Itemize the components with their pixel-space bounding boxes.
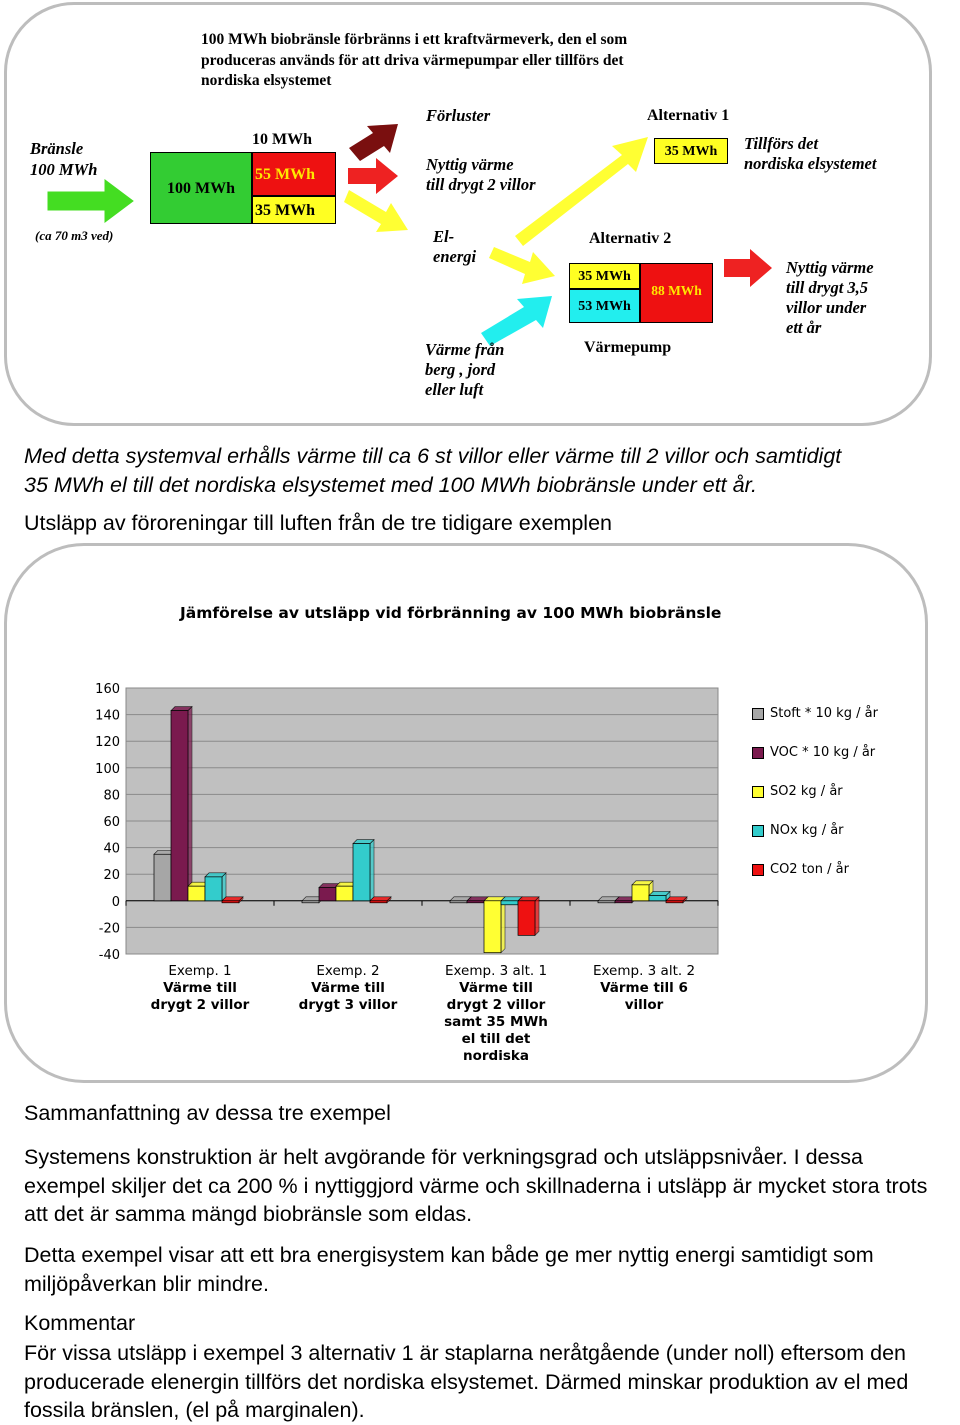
bar: [222, 901, 239, 903]
el-energy-line1: El-: [433, 227, 455, 246]
category-label-line: Värme till: [163, 980, 237, 996]
bar-top: [632, 881, 653, 885]
category-label-line: drygt 2 villor: [150, 997, 250, 1013]
output-line2: till drygt 3,5: [786, 278, 869, 297]
y-tick-label: 140: [95, 708, 120, 724]
comment-heading: Kommentar: [24, 1311, 136, 1335]
emissions-heading: Utsläpp av föroreningar till luften från de tre tidigare exemplen: [24, 511, 612, 535]
bar-side: [370, 840, 374, 901]
legend-swatch: [752, 708, 764, 720]
bar: [632, 885, 649, 901]
ground-heat-line1: Värme från: [425, 340, 505, 359]
category-label-line: drygt 2 villor: [446, 997, 546, 1013]
alt1-title: Alternativ 1: [647, 107, 730, 124]
intro-text-line2: 35 MWh el till det nordiska elsystemet med 100 MWh biobränsle under ett år.: [24, 472, 757, 497]
bar: [598, 901, 615, 903]
category-label: [268, 963, 428, 1014]
bar: [450, 901, 467, 903]
fuel-label-line1: Bränsle: [30, 139, 84, 158]
category-label-line: samt 35 MWh: [444, 1014, 548, 1030]
legend-item: [752, 823, 844, 838]
bar: [336, 886, 353, 901]
comment-paragraph: För vissa utsläpp i exempel 3 alternativ 1 är staplarna neråtgående (under noll) eftersom den producerade elenergin tillförs det nordiska elsystemet. Därmed minskar produktion av el med fossila bränslen, (el på marginalen).: [24, 1341, 909, 1422]
category-label-line: villor: [624, 997, 664, 1013]
bar-top: [666, 897, 687, 901]
category-label-line: Värme till: [311, 980, 385, 996]
ground-heat-line2: berg , jord: [425, 360, 496, 379]
chart-title: Jämförelse av utsläpp vid förbränning av 100 MWh biobränsle: [180, 604, 722, 622]
output-line1: Nyttig värme: [786, 258, 874, 277]
category-label: [416, 963, 576, 1065]
legend-label: NOx kg / år: [770, 823, 844, 838]
bar-side: [535, 897, 539, 936]
useful-heat-line1: Nyttig värme: [426, 155, 514, 174]
fuel-note: (ca 70 m3 ved): [35, 228, 114, 243]
legend-item: [752, 862, 849, 877]
legend-item: [752, 784, 843, 799]
y-tick-label: 20: [103, 868, 120, 884]
el-box-label: 35 MWh: [255, 202, 315, 219]
category-label-line: Exemp. 3 alt. 2: [592, 963, 696, 979]
diagram-title-line3: nordiska elsystemet: [201, 72, 332, 89]
fuel-label-line2: 100 MWh: [30, 160, 98, 179]
intro-text-line1: Med detta systemval erhålls värme till ca 6 st villor eller värme till 2 villor och samtidigt: [24, 444, 842, 468]
output-line3: villor under: [786, 298, 867, 317]
alt1-text-line2: nordiska elsystemet: [744, 154, 877, 173]
bar-side: [501, 897, 505, 953]
hp-out-label: 88 MWh: [651, 283, 702, 298]
losses-label: Förluster: [426, 106, 491, 125]
category-label-line: el till det: [461, 1031, 531, 1047]
bar: [154, 854, 171, 901]
summary-paragraph-2: Detta exempel visar att ett bra energisystem kan både ge mer nyttig energi samtidigt som miljöpåverkan blir mindre.: [24, 1243, 874, 1296]
bar: [615, 901, 632, 903]
legend-label: VOC * 10 kg / år: [770, 745, 876, 760]
loss-value: 10 MWh: [252, 131, 312, 148]
bar: [319, 888, 336, 901]
y-tick-label: -20: [98, 921, 120, 937]
bar: [501, 901, 518, 905]
bar: [370, 901, 387, 903]
y-tick-label: 80: [103, 788, 120, 804]
bar-top: [353, 840, 374, 844]
bar: [171, 711, 188, 901]
legend-label: Stoft * 10 kg / år: [770, 706, 878, 721]
category-label-line: drygt 3 villor: [298, 997, 398, 1013]
bar-side: [222, 873, 226, 901]
el-energy-line2: energi: [433, 247, 477, 266]
y-tick-label: 120: [95, 735, 120, 751]
bar: [302, 901, 319, 903]
y-tick-label: 40: [103, 841, 120, 857]
category-label: [120, 963, 280, 1014]
y-tick-label: 160: [95, 682, 120, 697]
y-tick-label: 0: [111, 894, 120, 910]
output-line4: ett år: [786, 318, 822, 337]
bar: [666, 901, 683, 903]
legend-swatch: [752, 864, 764, 876]
summary-paragraph-1: Systemens konstruktion är helt avgörande för verkningsgrad och utsläppsnivåer. I dessa exempel skiljer det ca 200 % i nyttiggjord värme och skillnaderna i utsläpp är mycket stora trots att det är samma mängd biobränsle som eldas.: [24, 1145, 928, 1226]
category-label-line: nordiska: [463, 1048, 529, 1064]
category-label-line: Exemp. 3 alt. 1: [444, 963, 548, 979]
hp-el-label: 35 MWh: [578, 269, 631, 284]
bar-side: [188, 707, 192, 901]
legend-swatch: [752, 825, 764, 837]
bar: [188, 886, 205, 901]
y-tick-label: 60: [103, 815, 120, 830]
y-tick-label: 100: [95, 761, 120, 777]
bar-top: [171, 707, 192, 711]
bar: [353, 844, 370, 901]
useful-heat-line2: till drygt 2 villor: [426, 175, 536, 194]
bar: [205, 877, 222, 901]
summary-heading: Sammanfattning av dessa tre exempel: [24, 1101, 391, 1125]
heat-box-label: 55 MWh: [255, 166, 315, 183]
bar: [484, 901, 501, 953]
category-label: [564, 963, 724, 1014]
heat-pump-label: Värmepump: [584, 339, 672, 356]
bar-top: [649, 891, 670, 895]
bar: [467, 901, 484, 903]
bar-top: [370, 897, 391, 901]
legend-item: [752, 706, 878, 721]
y-tick-label: -40: [98, 948, 120, 963]
legend-item: [752, 745, 875, 760]
category-label-line: Exemp. 2: [316, 963, 380, 979]
category-label-line: Värme till 6: [600, 980, 688, 996]
bar-top: [518, 897, 539, 901]
bar-top: [222, 897, 243, 901]
diagram-title-line1: 100 MWh biobränsle förbränns i ett kraftvärmeverk, den el som: [201, 31, 628, 48]
category-label-line: Exemp. 1: [168, 963, 232, 979]
diagram-title-line2: produceras används för att driva värmepumpar eller tillförs det: [201, 51, 624, 69]
plant-box-label: 100 MWh: [167, 180, 235, 197]
category-label-line: Värme till: [459, 980, 533, 996]
alt1-box-label: 35 MWh: [664, 144, 718, 159]
legend-label: SO2 kg / år: [770, 784, 843, 799]
alt1-text-line1: Tillförs det: [744, 134, 819, 153]
legend-swatch: [752, 747, 764, 759]
hp-ground-label: 53 MWh: [578, 299, 631, 314]
bar-top: [205, 873, 226, 877]
legend-swatch: [752, 786, 764, 798]
bar: [518, 901, 535, 936]
alt2-title: Alternativ 2: [589, 230, 672, 247]
ground-heat-line3: eller luft: [425, 380, 484, 399]
bar: [649, 895, 666, 900]
legend-label: CO2 ton / år: [770, 862, 849, 877]
